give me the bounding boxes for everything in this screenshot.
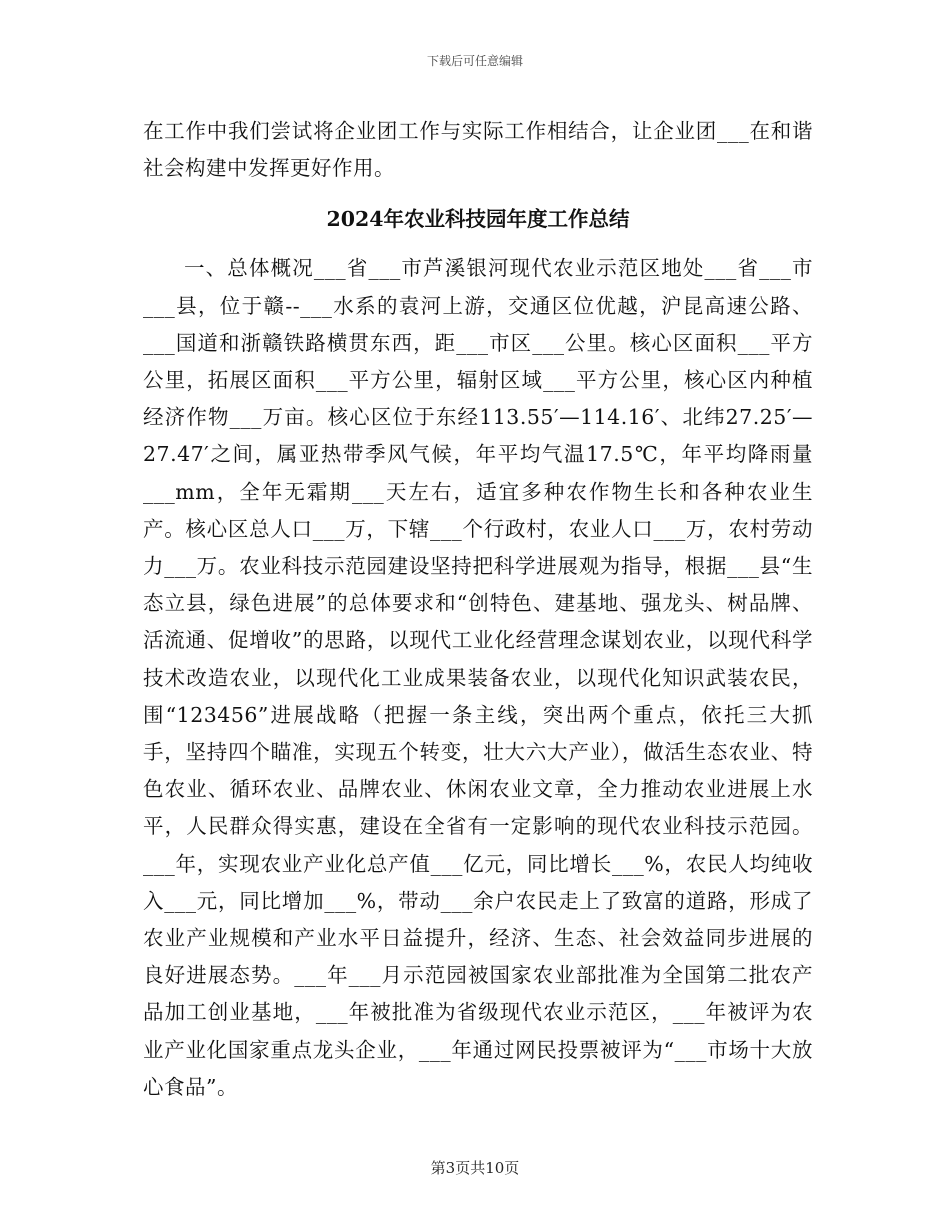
page-header: 下载后可任意编辑 — [426, 54, 523, 68]
page-number: 第3页共10页 — [430, 1159, 520, 1177]
overview-paragraph: 一、总体概况___省___市芦溪银河现代农业示范区地处___省___市___县，位于赣--___水系的袁河上游，交通区位优越，沪昆高速公路、___国道和浙赣铁路横贯东西，距___市区___公里。核心区面积___平方公里，拓展区面积___平方公里，辐射区域___平方公里，核心区内种植经济作物___万亩。核心区位于东经113.55′—114.16′、北纬27.25′—27.47′之间，属亚热带季风气候，年平均气温17.5℃，年平均降雨量___mm，全年无霜期___天左右，适宜多种农作物生长和各种农业生产。核心区总人口___万，下辖___个行政村，农业人口___万，农村劳动力___万。农业科技示范园建设坚持把科学进展观为指导，根据___县“生态立县，绿色进展”的总体要求和“创特色、建基地、强龙头、树品牌、活流通、促增收”的思路，以现代工业化经营理念谋划农业，以现代科学技术改造农业，以现代化工业成果装备农业，以现代化知识武装农民，围“123456”进展战略（把握一条主线，突出两个重点，依托三大抓手，坚持四个瞄准，实现五个转变，壮大六大产业），做活生态农业、特色农业、循环农业、品牌农业、休闲农业文章，全力推动农业进展上水平，人民群众得实惠，建设在全省有一定影响的现代农业科技示范园。___年，实现农业产业化总产值___亿元，同比增长___%，农民人均纯收入___元，同比增加___%，带动___余户农民走上了致富的道路，形成了农业产业规模和产业水平日益提升，经济、生态、社会效益同步进展的良好进展态势。___年___月示范园被国家农业部批准为全国第二批农产品加工创业基地，___年被批准为省级现代农业示范区，___年被评为农业产业化国家重点龙头企业，___年通过网民投票被评为“___市场十大放心食品”。 — [143, 256, 813, 1099]
intro-paragraph: 在工作中我们尝试将企业团工作与实际工作相结合，让企业团___在和谐社会构建中发挥更好作用。 — [143, 119, 813, 181]
document-body — [143, 113, 813, 1106]
document-title: 2024年农业科技园年度工作总结 — [326, 207, 630, 232]
